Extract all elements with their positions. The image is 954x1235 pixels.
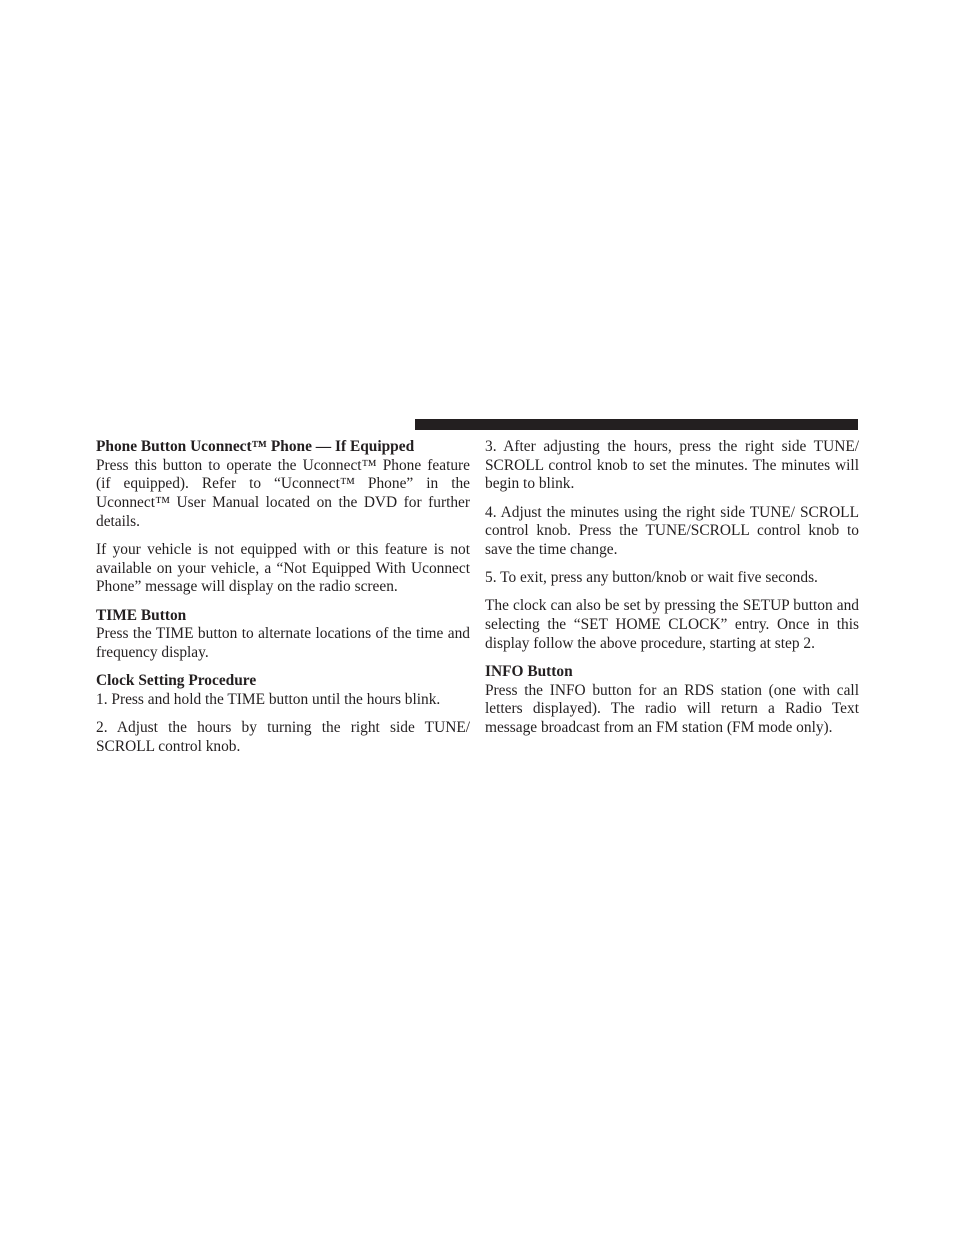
clock-step-4: 4. Adjust the minutes using the right side TUNE/ SCROLL control knob. Press the TUNE/SCROLL control knob to save the time change. (485, 503, 859, 559)
clock-setting-heading: Clock Setting Procedure (96, 672, 257, 690)
section-header-bar (415, 419, 858, 430)
phone-button-paragraph-2: If your vehicle is not equipped with or this feature is not available on your vehicle, a “Not Equipped With Uconnect Phone” message will display on the radio screen. (96, 541, 470, 596)
clock-step-3: 3. After adjusting the hours, press the right side TUNE/ SCROLL control knob to set the minutes. The minutes will begin to blink. (485, 438, 859, 493)
phone-button-heading: Phone Button Uconnect™ Phone — If Equipped (96, 438, 415, 455)
phone-button-paragraph-1: Press this button to operate the Uconnect™ Phone feature (if equipped). Refer to “Uconnect™ Phone” in the Uconnect™ User Manual located on the DVD for further details. (96, 456, 470, 530)
right-column (485, 438, 859, 747)
clock-step-1: 1. Press and hold the TIME button until the hours blink. (96, 690, 441, 708)
setup-clock-paragraph: The clock can also be set by pressing the SETUP button and selecting the “SET HOME CLOCK” entry. Once in this display follow the above procedure, starting at step 2. (485, 597, 859, 652)
time-button-paragraph: Press the TIME button to alternate locations of the time and frequency display. (96, 625, 470, 662)
left-column (96, 438, 470, 766)
time-button-section (96, 607, 470, 663)
info-button-paragraph: Press the INFO button for an RDS station (one with call letters displayed). The radio will return a Radio Text message broadcast from an FM station (FM mode only). (485, 681, 859, 737)
clock-step-2: 2. Adjust the hours by turning the right side TUNE/ SCROLL control knob. (96, 719, 470, 755)
info-button-section (485, 663, 859, 738)
info-button-heading: INFO Button (485, 663, 573, 681)
time-button-heading: TIME Button (96, 606, 187, 624)
phone-button-section (96, 438, 470, 532)
clock-step-5: 5. To exit, press any button/knob or wait five seconds. (485, 569, 818, 587)
